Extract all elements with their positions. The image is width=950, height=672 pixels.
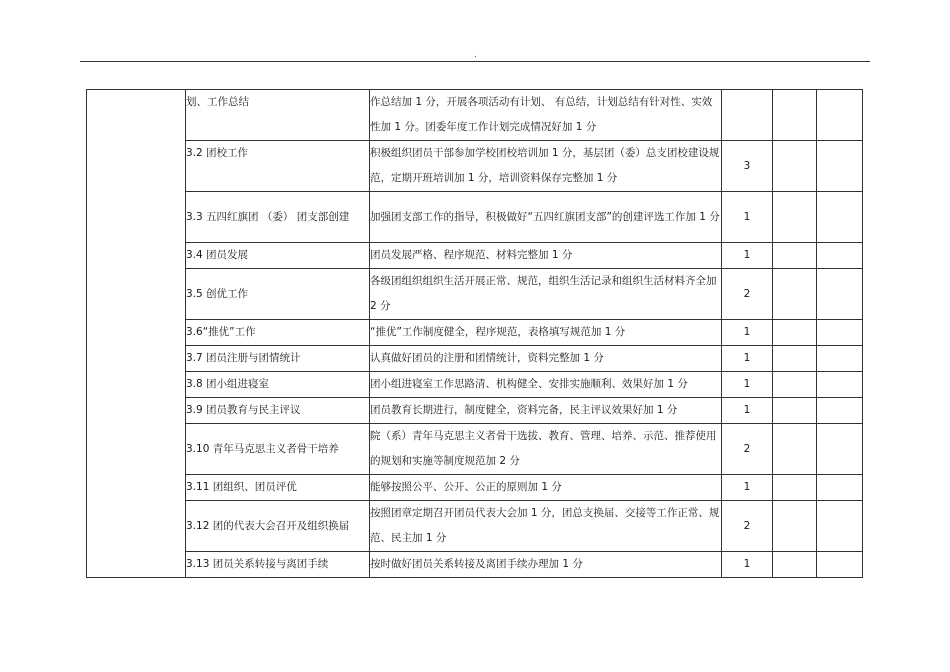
blank-cell — [817, 475, 863, 501]
criteria-cell: 各级团组织组织生活开展正常、规范，组织生活记录和组织生活材料齐全加 2 分 — [370, 269, 722, 320]
blank-cell — [817, 398, 863, 424]
score-cell: 3 — [722, 141, 773, 192]
table-row — [87, 372, 863, 398]
item-cell: 划、工作总结 — [186, 90, 370, 141]
table-row — [87, 552, 863, 578]
item-cell: 3.7 团员注册与团情统计 — [186, 346, 370, 372]
table-row — [87, 424, 863, 475]
score-cell — [722, 90, 773, 141]
score-cell: 1 — [722, 552, 773, 578]
blank-cell — [773, 90, 817, 141]
blank-cell — [817, 501, 863, 552]
blank-cell — [773, 372, 817, 398]
item-cell: 3.5 创优工作 — [186, 269, 370, 320]
table-row — [87, 475, 863, 501]
criteria-cell: 团员发展严格、程序规范、材料完整加 1 分 — [370, 243, 722, 269]
item-cell: 3.13 团员关系转接与离团手续 — [186, 552, 370, 578]
table-row — [87, 243, 863, 269]
score-cell: 1 — [722, 398, 773, 424]
item-cell: 3.8 团小组进寝室 — [186, 372, 370, 398]
item-cell: 3.9 团员教育与民主评议 — [186, 398, 370, 424]
blank-cell — [817, 372, 863, 398]
criteria-cell: 认真做好团员的注册和团情统计，资料完整加 1 分 — [370, 346, 722, 372]
item-cell: 3.11 团组织、团员评优 — [186, 475, 370, 501]
score-cell: 1 — [722, 192, 773, 243]
score-cell: 1 — [722, 475, 773, 501]
table-row — [87, 398, 863, 424]
item-cell: 3.2 团校工作 — [186, 141, 370, 192]
table-row — [87, 501, 863, 552]
table-row — [87, 141, 863, 192]
item-cell: 3.12 团的代表大会召开及组织换届 — [186, 501, 370, 552]
score-cell: 1 — [722, 372, 773, 398]
criteria-cell: 积极组织团员干部参加学校团校培训加 1 分，基层团（委）总支团校建设规范，定期开班培训加 1 分，培训资料保存完整加 1 分 — [370, 141, 722, 192]
criteria-cell: “推优”工作制度健全，程序规范，表格填写规范加 1 分 — [370, 320, 722, 346]
score-cell: 2 — [722, 269, 773, 320]
item-cell: 3.10 青年马克思主义者骨干培养 — [186, 424, 370, 475]
blank-cell — [773, 501, 817, 552]
table-row — [87, 90, 863, 141]
blank-cell — [773, 424, 817, 475]
blank-cell — [817, 346, 863, 372]
table-row — [87, 320, 863, 346]
item-cell: 3.6“推优”工作 — [186, 320, 370, 346]
blank-cell — [817, 90, 863, 141]
blank-cell — [817, 243, 863, 269]
score-cell: 2 — [722, 501, 773, 552]
criteria-cell: 团小组进寝室工作思路清、机构健全、安排实施顺利、效果好加 1 分 — [370, 372, 722, 398]
score-cell: 1 — [722, 243, 773, 269]
blank-cell — [817, 269, 863, 320]
blank-cell — [773, 141, 817, 192]
blank-cell — [773, 475, 817, 501]
item-cell: 3.3 五四红旗团 （委） 团支部创建 — [186, 192, 370, 243]
page-marker: . — [474, 50, 477, 60]
blank-cell — [773, 552, 817, 578]
criteria-cell: 按时做好团员关系转接及离团手续办理加 1 分 — [370, 552, 722, 578]
blank-cell — [773, 398, 817, 424]
item-cell: 3.4 团员发展 — [186, 243, 370, 269]
category-cell — [87, 90, 186, 578]
blank-cell — [773, 243, 817, 269]
table-row — [87, 346, 863, 372]
criteria-cell: 团员教育长期进行，制度健全，资料完备，民主评议效果好加 1 分 — [370, 398, 722, 424]
blank-cell — [817, 192, 863, 243]
blank-cell — [773, 192, 817, 243]
criteria-cell: 按照团章定期召开团员代表大会加 1 分，团总支换届、交接等工作正常、规范、民主加 1 分 — [370, 501, 722, 552]
blank-cell — [773, 269, 817, 320]
score-cell: 1 — [722, 346, 773, 372]
table-row — [87, 269, 863, 320]
blank-cell — [817, 424, 863, 475]
criteria-cell: 作总结加 1 分，开展各项活动有计划、 有总结，计划总结有针对性、实效性加 1 分。团委年度工作计划完成情况好加 1 分 — [370, 90, 722, 141]
blank-cell — [817, 141, 863, 192]
criteria-cell: 加强团支部工作的指导，积极做好“五四红旗团支部”的创建评选工作加 1 分 — [370, 192, 722, 243]
blank-cell — [773, 346, 817, 372]
table-row — [87, 192, 863, 243]
score-cell: 1 — [722, 320, 773, 346]
header-rule — [80, 61, 870, 62]
score-cell: 2 — [722, 424, 773, 475]
evaluation-table — [86, 89, 863, 578]
criteria-cell: 能够按照公平、公开、公正的原则加 1 分 — [370, 475, 722, 501]
criteria-cell: 院（系）青年马克思主义者骨干选拔、教育、管理、培养、示范、推荐使用的规划和实施等制度规范加 2 分 — [370, 424, 722, 475]
blank-cell — [817, 552, 863, 578]
blank-cell — [773, 320, 817, 346]
blank-cell — [817, 320, 863, 346]
